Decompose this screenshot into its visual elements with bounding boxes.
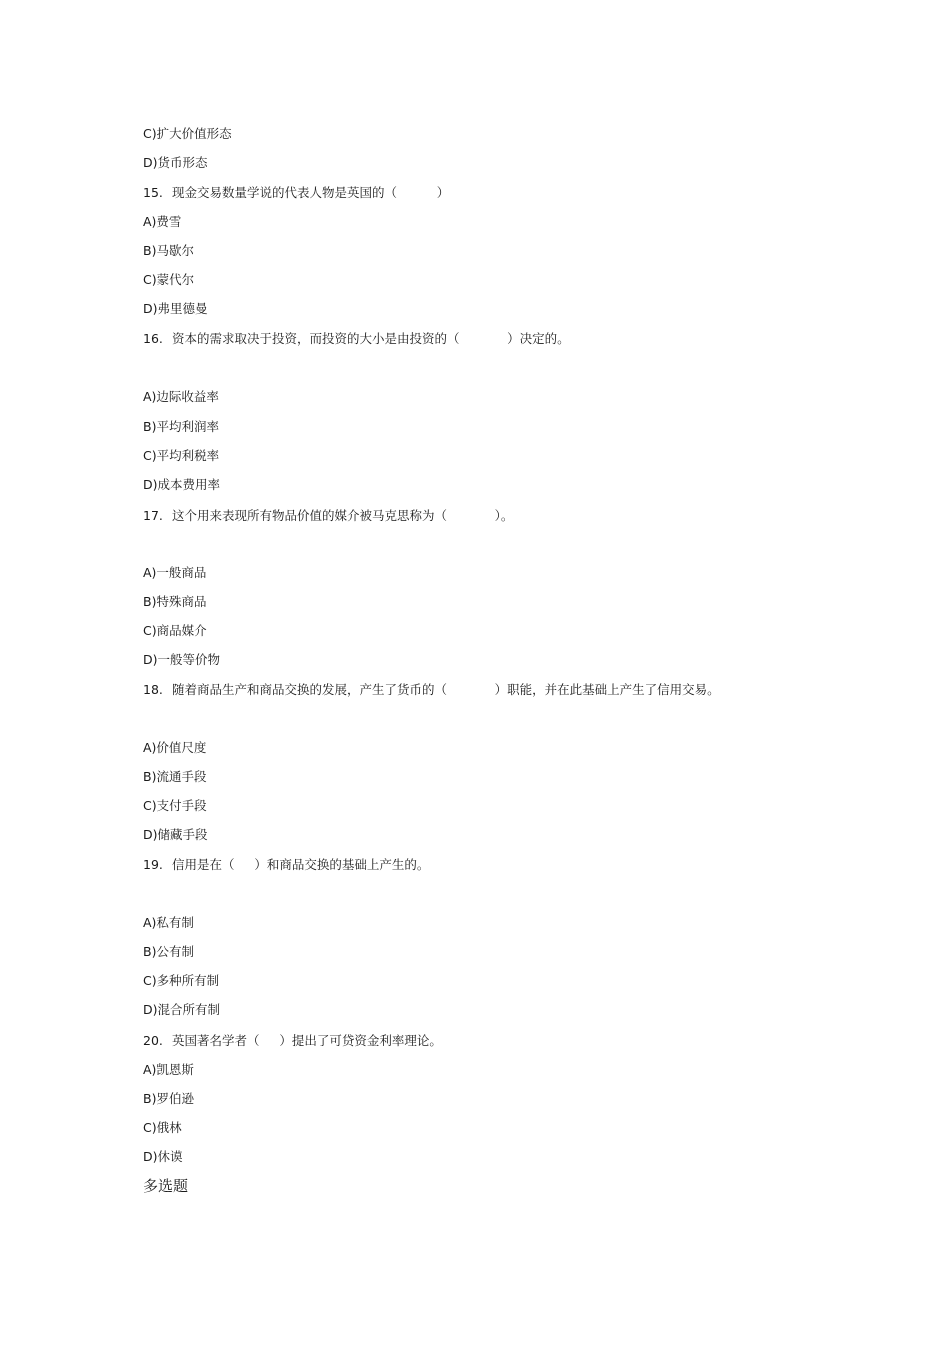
option-a: A)私有制 [143,915,194,930]
option-c: C)商品媒介 [143,623,207,638]
question-number: 18. [143,682,163,697]
option-d: D)休谟 [143,1149,183,1164]
question-number: 19. [143,857,163,872]
question-stem: 这个用来表现所有物品价值的媒介被马克思称为（ ）。 [172,508,514,523]
option-b: B)公有制 [143,944,194,959]
option-d: D)成本费用率 [143,477,221,492]
question-18 [143,682,720,698]
question-16 [143,331,570,347]
option-a: A)费雪 [143,214,182,229]
question-number: 20. [143,1033,163,1048]
option-a: A)凯恩斯 [143,1062,194,1077]
option-b: B)马歇尔 [143,243,194,258]
option-a: A)价值尺度 [143,740,207,755]
question-number: 16. [143,331,163,346]
option-a: A)边际收益率 [143,389,219,404]
question-number: 15. [143,185,163,200]
option-c: C)平均利税率 [143,448,220,463]
option-c-prev: C)扩大价值形态 [143,126,232,141]
question-number: 17. [143,508,163,523]
option-b: B)特殊商品 [143,594,207,609]
question-19 [143,857,429,873]
section-heading: 多选题 [143,1177,189,1195]
option-b: B)罗伯逊 [143,1091,194,1106]
option-d: D)混合所有制 [143,1002,221,1017]
question-17 [143,508,513,524]
option-b: B)流通手段 [143,769,207,784]
question-stem: 随着商品生产和商品交换的发展，产生了货币的（ ）职能，并在此基础上产生了信用交易。 [172,682,720,697]
option-a: A)一般商品 [143,565,207,580]
question-stem: 现金交易数量学说的代表人物是英国的（ ） [172,185,450,200]
option-c: C)俄林 [143,1120,182,1135]
question-20 [143,1033,442,1049]
question-stem: 信用是在（ ）和商品交换的基础上产生的。 [172,857,430,872]
option-c: C)蒙代尔 [143,272,195,287]
option-d-prev: D)货币形态 [143,155,208,170]
question-stem: 英国著名学者（ ）提出了可贷资金利率理论。 [172,1033,442,1048]
option-c: C)支付手段 [143,798,207,813]
question-15 [143,185,449,201]
option-c: C)多种所有制 [143,973,220,988]
option-d: D)弗里德曼 [143,301,208,316]
question-stem: 资本的需求取决于投资，而投资的大小是由投资的（ ）决定的。 [172,331,570,346]
option-d: D)一般等价物 [143,652,221,667]
option-b: B)平均利润率 [143,419,219,434]
option-d: D)储藏手段 [143,827,208,842]
